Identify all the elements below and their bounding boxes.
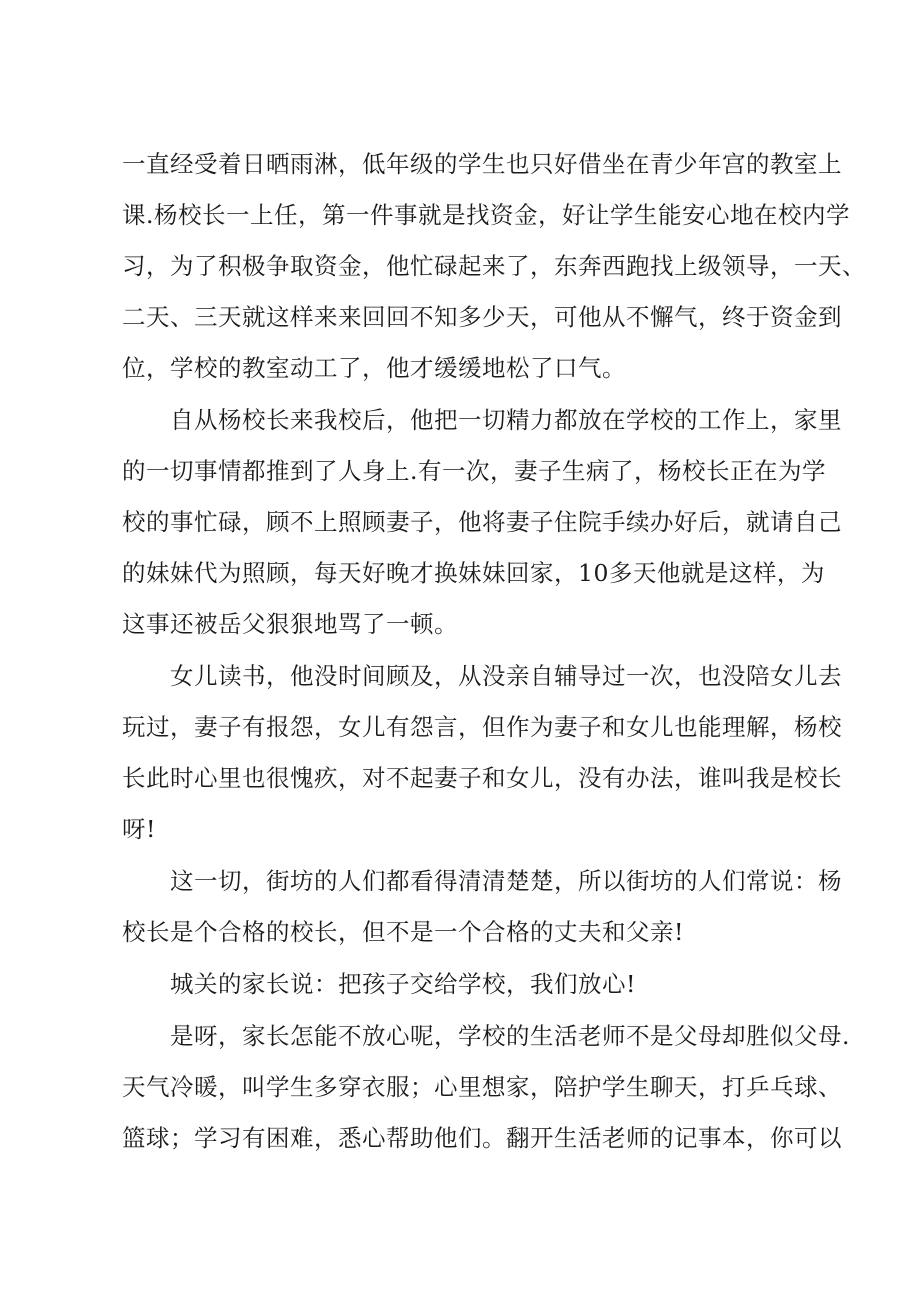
text-line: 篮球；学习有困难，悉心帮助他们。翻开生活老师的记事本，你可以 xyxy=(122,1124,842,1152)
paragraph-first-line: 是呀，家长怎能不放心呢，学校的生活老师不是父母却胜似父母. xyxy=(170,1022,850,1050)
paragraph-first-line: 自从杨校长来我校后，他把一切精力都放在学校的工作上，家里 xyxy=(170,406,842,434)
text-line: 二天、三天就这样来来回回不知多少天，可他从不懈气，终于资金到 xyxy=(122,303,842,331)
text-line: 长此时心里也很愧疚，对不起妻子和女儿，没有办法，谁叫我是校长 xyxy=(122,764,842,792)
text-line: 习，为了积极争取资金，他忙碌起来了，东奔西跑找上级领导，一天、 xyxy=(122,252,866,280)
text-line: 天气冷暖，叫学生多穿衣服；心里想家，陪护学生聊天，打乒乓球、 xyxy=(122,1073,842,1101)
paragraph-first-line: 这一切，街坊的人们都看得清清楚楚，所以街坊的人们常说：杨 xyxy=(170,867,842,895)
text-line: 一直经受着日晒雨淋，低年级的学生也只好借坐在青少年宫的教室上 xyxy=(122,150,842,178)
text-line: 这事还被岳父狠狠地骂了一顿。 xyxy=(122,610,458,638)
text-line: 课.杨校长一上任，第一件事就是找资金，好让学生能安心地在校内学 xyxy=(122,201,850,229)
text-line: 的一切事情都推到了人身上.有一次，妻子生病了，杨校长正在为学 xyxy=(122,457,826,485)
paragraph-first-line: 女儿读书，他没时间顾及，从没亲自辅导过一次，也没陪女儿去 xyxy=(170,662,842,690)
paragraph-first-line: 城关的家长说：把孩子交给学校，我们放心! xyxy=(170,970,636,998)
document-body xyxy=(122,139,866,1164)
text-line: 的妹妹代为照顾，每天好晚才换妹妹回家，10多天他就是这样，为 xyxy=(122,559,825,587)
text-line: 校长是个合格的校长，但不是一个合格的丈夫和父亲! xyxy=(122,918,684,946)
text-line: 玩过，妻子有报怨，女儿有怨言，但作为妻子和女儿也能理解，杨校 xyxy=(122,713,842,741)
text-line: 位，学校的教室动工了，他才缓缓地松了口气。 xyxy=(122,354,626,382)
text-line: 校的事忙碌，顾不上照顾妻子，他将妻子住院手续办好后，就请自己 xyxy=(122,508,842,536)
text-line: 呀! xyxy=(122,815,156,843)
